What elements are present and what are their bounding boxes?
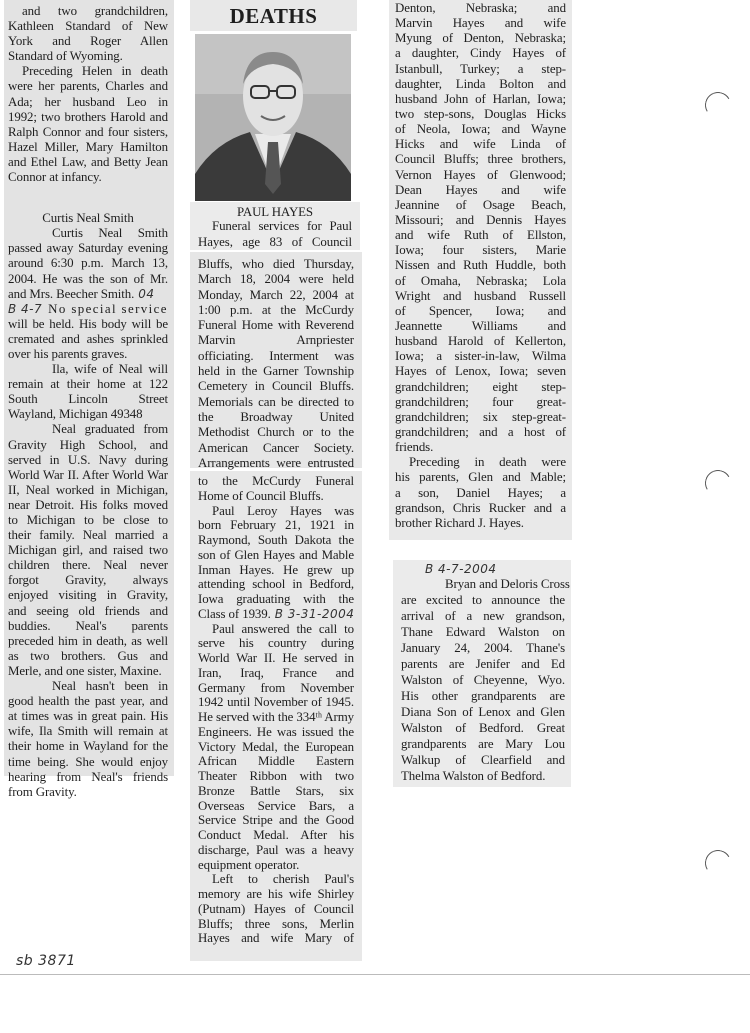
- text-line: equipment operator.: [198, 857, 300, 872]
- text-line: arrival of a new grandson,: [401, 609, 565, 623]
- text-line: Iran, Iraq, France and: [198, 665, 354, 680]
- obituary-heading: [8, 211, 168, 226]
- text-line: to Michigan to be close to: [8, 513, 168, 527]
- text-line: 1992; two brothers Harold and: [8, 109, 168, 124]
- page-edge: [0, 974, 750, 975]
- text-line: York and Roger Allen: [8, 34, 168, 49]
- text-line: held in the Garner Township: [198, 364, 354, 379]
- text-line: Merle, and one sister, Maxine.: [8, 663, 162, 678]
- text-line: Hicks and wife Linda of: [395, 137, 566, 152]
- text-line: He served with the 334ᵗʰ Army: [198, 710, 354, 724]
- text-line: Preceding Helen in death: [22, 64, 168, 79]
- text-line: Michigan girl, and raised two: [8, 543, 168, 558]
- text-line: cremated and ashes sprinkled: [8, 331, 168, 346]
- text-line: remain at their home at 122: [8, 377, 168, 392]
- text-line: attending school in Bedford,: [198, 577, 354, 592]
- text-line: Hayes and wife Mary of: [198, 931, 354, 946]
- text-line: Connor at infancy.: [8, 170, 102, 185]
- text-line: [198, 607, 354, 622]
- text-line: and Ethel Law, and Betty Jean: [8, 154, 168, 169]
- obituary-segment: [190, 471, 362, 961]
- text-line: husband Harold of Kellerton,: [395, 334, 566, 349]
- text-line: Arrangements were entrusted: [198, 455, 354, 470]
- portrait-image: [195, 34, 351, 201]
- paragraph: [395, 1, 566, 455]
- handwritten-date: B 4-7-2004: [425, 562, 497, 576]
- text-line: serve his country during: [198, 636, 354, 651]
- birth-announcement: [393, 560, 571, 787]
- text-line: of Neola, Iowa; and Wayne: [395, 122, 566, 137]
- text-line: his parents, Glen and Mable;: [395, 470, 566, 485]
- text-line: Memorials can be directed to: [198, 394, 354, 409]
- text-line: Hayes of Lenox, Iowa; seven: [395, 364, 566, 379]
- text-line: Preceding in death were: [409, 455, 566, 470]
- text-line: His other grandparents are: [401, 689, 565, 703]
- text-line: Cemetery in Council Bluffs.: [198, 379, 354, 394]
- text-line: Bryan and Deloris Cross: [445, 577, 570, 591]
- paragraph: [395, 455, 566, 531]
- handwritten-note: B 3-31-2004: [274, 606, 355, 621]
- text-line: [8, 287, 168, 302]
- text-line: Theater Ribbon with two: [198, 769, 354, 783]
- text-line: Kathleen Standard of New: [8, 19, 168, 34]
- text-line: Marvin Hayes and wife: [395, 16, 566, 31]
- text-line: 2004. He was the son of Mr.: [8, 271, 168, 286]
- text-line: Monday, March 22, 2004 at: [198, 287, 354, 302]
- handwritten-note: 04: [138, 286, 155, 301]
- text-line: grandparents are Mary Lou: [401, 737, 565, 751]
- paragraph: [198, 257, 354, 471]
- text-line: over his parents graves.: [8, 346, 128, 361]
- paragraph: [8, 64, 168, 185]
- text-line: Nissen and Ruth Huddle, both: [395, 258, 566, 273]
- text-line: discharge, Paul was a heavy: [198, 842, 354, 857]
- text-line: Left to cherish Paul's: [212, 872, 354, 887]
- text-line: Walston of Cheyenne, Wyo.: [401, 673, 565, 687]
- text-line: Victory Medal, the European: [198, 739, 354, 754]
- text-line: Standard of Wyoming.: [8, 49, 123, 64]
- text-run: No special service: [48, 301, 168, 316]
- text-line: around 6:30 p.m. March 13,: [8, 256, 168, 271]
- text-line: passed away Saturday evening: [8, 241, 168, 256]
- text-line: and wife Ruth of Ellston,: [395, 228, 566, 243]
- text-line: grandson, Chris Rucker and a: [395, 500, 566, 515]
- text-line: daughter, Linda Bolton and: [395, 76, 566, 91]
- text-line: World War II. After World War: [8, 467, 168, 482]
- text-line: Overseas Service Bars, a: [198, 798, 354, 813]
- text-line: Jeannette Williams and: [395, 318, 566, 333]
- text-line: Raymond, South Dakota the: [198, 533, 354, 547]
- text-line: wife, Ila Smith will remain at: [8, 724, 168, 739]
- text-line: memory are his wife Shirley: [198, 887, 354, 901]
- binder-hole-mark: [702, 467, 734, 499]
- text-line: Germany from November: [198, 680, 354, 695]
- paragraph: [198, 622, 354, 873]
- text-line: Ralph Connor and four sisters,: [8, 124, 168, 139]
- text-line: Ila, wife of Neal will: [52, 362, 168, 377]
- text-line: born February 21, 1921 in: [198, 518, 354, 533]
- text-line: (Putnam) Hayes of Council: [198, 901, 354, 916]
- text-line: Wayland, Michigan 49348: [8, 407, 143, 422]
- text-line: Dean Hayes and wife: [395, 182, 566, 197]
- text-line: Walkup of Clearfield and: [401, 753, 565, 767]
- text-line: African Middle Eastern: [198, 754, 354, 769]
- text-line: Iowa; a sister-in-law, Wilma: [395, 349, 566, 364]
- handwritten-id: sb 3871: [16, 953, 76, 969]
- paragraph: [198, 872, 354, 946]
- text-line: grandchildren; and a host of: [395, 424, 566, 439]
- text-line: enjoyed visiting in Gravity,: [8, 588, 168, 603]
- text-line: March 18, 2004 were held: [198, 272, 354, 287]
- text-line: Diana Son of Lenox and Glen: [401, 705, 565, 719]
- text-line: time being. She would enjoy: [8, 754, 168, 769]
- text-line: Conduct Medal. After his: [198, 828, 354, 842]
- text-line: American Cancer Society.: [198, 440, 354, 455]
- text-line: preceded him in death, as well: [8, 633, 168, 648]
- text-line: of Spencer, Iowa; and: [395, 303, 566, 318]
- text-line: grandchildren; four great-: [395, 394, 566, 409]
- text-line: Neal graduated from: [52, 422, 168, 437]
- text-run: and Mrs. Beecher Smith.: [8, 286, 135, 301]
- text-line: a son, Daniel Hayes; a: [395, 485, 566, 500]
- text-line: officiating. Interment was: [198, 348, 354, 363]
- text-line: Bluffs, who died Thursday,: [198, 257, 354, 271]
- text-line: Home of Council Bluffs.: [198, 488, 324, 503]
- portrait-photo: [195, 34, 351, 201]
- text-line: brother Richard J. Hayes.: [395, 515, 524, 530]
- text-line: Walston of Bedford. Great: [401, 721, 565, 735]
- obituary-continuation: [389, 0, 572, 540]
- text-line: of Omaha, Nebraska; Lola: [395, 273, 566, 288]
- paragraph: [198, 219, 352, 250]
- paragraph: [8, 4, 168, 64]
- text-line: Vernon Hayes of Glenwood;: [395, 167, 566, 182]
- text-line: served in U.S. Navy during: [8, 452, 168, 467]
- text-line: Inman Hayes. He grew up: [198, 562, 354, 577]
- obituary-segment: [190, 252, 362, 468]
- text-line: Bluffs; three sons, Merlin: [198, 916, 354, 931]
- text-line: Marvin Arnpriester: [198, 333, 354, 348]
- handwritten-note: B 4-7: [8, 301, 43, 316]
- text-line: Ada; her husband Leo in: [8, 94, 168, 109]
- text-line: Funeral Home with Reverend: [198, 318, 354, 333]
- text-line: parents are Jenifer and Ed: [401, 657, 565, 671]
- text-line: Hayes, age 83 of Council: [198, 234, 352, 249]
- paragraph: [401, 576, 570, 784]
- text-line: will be held. His body will be: [8, 316, 168, 331]
- paragraph: [198, 504, 354, 622]
- clipping-column-1: [4, 0, 174, 799]
- text-line: Iowa graduating with the: [198, 592, 354, 606]
- text-line: grandchildren; six step-great-: [395, 409, 566, 424]
- text-line: Thane Edward Walston on: [401, 625, 565, 639]
- text-line: South Lincoln Street: [8, 392, 168, 407]
- binder-hole-mark: [702, 89, 734, 121]
- text-line: Engineers. He was issued the: [198, 724, 354, 739]
- paragraph: [198, 474, 354, 504]
- text-run: Class of 1939.: [198, 606, 271, 621]
- obituary-name: PAUL HAYES: [236, 205, 313, 219]
- text-line: are excited to announce the: [401, 593, 565, 607]
- text-line: January 24, 2004. Thane's: [401, 641, 565, 655]
- text-line: two step-sons, Douglas Hicks: [395, 106, 566, 121]
- text-line: Jeannine of Osage Beach,: [395, 197, 566, 212]
- binder-hole-mark: [702, 847, 734, 879]
- text-line: their family. Neal married a: [8, 528, 168, 543]
- obituary-intro: [190, 202, 360, 250]
- text-line: Paul answered the call to: [212, 621, 354, 636]
- text-line: World War II. He served in: [198, 651, 354, 665]
- text-line: Istanbull, Turkey; a step-: [395, 61, 566, 76]
- text-line: [8, 302, 168, 317]
- text-line: Hazel Miller, Mary Hamilton: [8, 139, 168, 154]
- text-line: from Gravity.: [8, 784, 77, 799]
- text-line: Missouri; and Dennis Hayes: [395, 212, 566, 227]
- text-line: Service Stripe and the Good: [198, 813, 354, 828]
- text-line: Curtis Neal Smith: [52, 226, 168, 241]
- text-line: Paul Leroy Hayes was: [212, 503, 354, 518]
- text-line: were her parents, Charles and: [8, 79, 168, 94]
- text-line: Thelma Walston of Bedford.: [401, 769, 546, 783]
- text-line: a daughter, Cindy Hayes of: [395, 46, 566, 61]
- text-line: Denton, Nebraska; and: [395, 1, 566, 15]
- text-line: Council Bluffs; three brothers,: [395, 152, 566, 167]
- text-line: friends.: [395, 440, 434, 455]
- text-line: 1:00 p.m. at the McCurdy: [198, 302, 354, 317]
- text-line: and two grandchildren,: [22, 4, 168, 18]
- text-line: as two brothers. Gus and: [8, 648, 168, 663]
- text-line: son of Glen Hayes and Mable: [198, 547, 354, 562]
- paragraph: [8, 362, 168, 422]
- paragraph: [8, 679, 168, 800]
- text-line: the Broadway United: [198, 409, 354, 424]
- text-line: grandchildren; eight step-: [395, 379, 566, 394]
- text-line: forgot Gravity, always: [8, 573, 168, 588]
- text-line: 1942 until November of 1945.: [198, 695, 354, 710]
- text-line: Funeral services for Paul: [212, 219, 352, 233]
- text-line: II, Neal worked in Michigan,: [8, 482, 168, 497]
- text-line: Myung of Denton, Nebraska;: [395, 31, 566, 46]
- text-line: to the McCurdy Funeral: [198, 474, 354, 488]
- text-line: Curtis Neal Smith: [42, 211, 134, 226]
- text-line: Methodist Church or to the: [198, 425, 354, 440]
- text-line: children there. Neal never: [8, 558, 168, 573]
- text-line: buddies. Neal's parents: [8, 618, 168, 633]
- paragraph: [8, 226, 168, 362]
- text-line: at times was in great pain. His: [8, 709, 168, 724]
- text-line: Wright and husband Russell: [395, 288, 566, 303]
- text-line: their home in Wayland for the: [8, 739, 168, 754]
- paragraph: [8, 422, 168, 679]
- text-line: good health the past year, and: [8, 694, 168, 709]
- text-line: Neal hasn't been in: [52, 679, 168, 694]
- text-line: and seeing old friends and: [8, 603, 168, 618]
- text-line: Iowa; four sisters, Marie: [395, 243, 566, 258]
- text-line: Gravity High School, and: [8, 437, 168, 452]
- text-line: Bronze Battle Stars, six: [198, 783, 354, 798]
- text-line: hearing from Neal's friends: [8, 769, 168, 784]
- section-title: DEATHS: [190, 0, 357, 31]
- text-line: husband John of Harlan, Iowa;: [395, 91, 566, 106]
- text-line: near Detroit. His folks moved: [8, 497, 168, 512]
